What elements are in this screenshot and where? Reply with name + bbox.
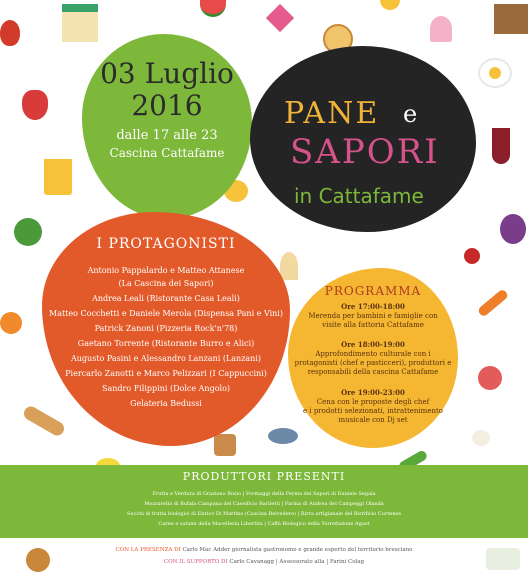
watermelon-icon [200,0,226,17]
wine-glass-icon [492,128,510,164]
program-text: musicale con Dj set [338,416,408,424]
title-conjunction: e [403,100,418,128]
program-time: Ore 17:00-18:00 [341,302,405,311]
sun-icon [380,0,400,10]
program-text: Merenda per bambini e famiglie con [308,312,438,320]
title-word-pane: PANE [284,96,380,131]
cupcake-icon [430,16,452,42]
footer-presence [30,547,498,553]
protagonist-line: Andrea Leali (Ristorante Casa Leali) [92,294,240,303]
event-date-year: 2016 [131,89,203,122]
event-date-day: 03 Luglio [100,57,234,90]
protagonist-line: Piercarlo Zanotti e Marco Pelizzari (I Cappuccini) [65,369,267,378]
protagonists-heading: I PROTAGONISTI [96,236,236,252]
protagonist-line: Augusto Pasini e Alessandro Lanzani (Lanzani) [70,354,262,363]
cart-icon [494,4,528,34]
beer-mug-icon [44,152,72,195]
program-text: Cena con le proposte degli chef [316,398,430,406]
program-text: protagonisti (chef e pasticceri), produttori e [294,359,452,367]
footer-support-label: CON IL SUPPORTO DI [163,559,228,565]
producer-line: Succhi di frutta biologici di Enrico Di Martino (Cascina Belvedere) | Birra artigianale del Birrificio Curtense [126,511,402,517]
event-place: Cascina Cattafame [109,146,225,160]
garlic-icon [472,430,490,446]
program-time: Ore 18:00-19:00 [341,340,405,349]
pinwheel-icon [266,4,294,32]
title-subtitle: in Cattafame [294,184,424,208]
orange-icon [0,312,22,334]
program-text: Approfondimento culturale con i [315,350,431,358]
grapes-icon [500,214,526,244]
producer-line: Carne e salumi della Macelleria Libertini | Caffè Biologico della Torrefazione Agust [158,521,370,527]
producers-heading: PRODUTTORI PRESENTI [182,470,346,483]
program-time: Ore 19:00-23:00 [341,388,405,397]
carrot-icon [477,288,509,318]
producer-line: Frutta e Verdura di Graziano Bosio | Formaggi della Ferma dei Sapori di Daniele Segala [152,491,376,497]
event-date [82,58,252,122]
cherries-icon [464,248,480,264]
fish-icon [268,428,298,444]
lollipop-icon [478,366,502,390]
tree-icon [14,218,42,246]
bread-icon [21,404,66,438]
protagonist-line: (La Cascina dei Sapori) [118,279,214,288]
program-text: visite alla fattoria Cattafame [322,321,424,329]
egg-icon [478,58,512,88]
program-heading: PROGRAMMA [324,284,422,298]
program-text: responsabili della cascina Cattafame [307,368,439,376]
strawberry-icon [22,90,48,120]
producer-line: Mozzarella di Bufala Campana del Caseificio Bariletti | Farina di Andrea dei Campeggi Olanda [144,501,384,507]
apple-icon [0,20,20,46]
footer-presence-label: CON LA PRESENZA DI [115,547,181,553]
title-word-sapori: SAPORI [290,132,440,172]
protagonist-line: Matteo Cocchetti e Daniele Merola (Dispensa Pani e Vini) [49,309,283,318]
protagonist-line: Gelateria Bedussi [130,399,202,408]
program-text: e i prodotti selezionati, intrattenimento [302,407,443,415]
footer-support-text: Carlo Cavanagg | Assessorato alla | Farini Colag [229,559,365,565]
protagonist-line: Gaetano Torrente (Ristorante Burro e Alici) [77,339,255,348]
protagonist-line: Antonio Pappalardo e Matteo Attanese [87,266,245,275]
footer-presence-text: Carlo Mac Adder giornalista gastronomo e grande esperto del territorio bresciano [182,547,413,553]
protagonist-line: Sandro Filippini (Dolce Angolo) [101,384,231,393]
event-hours: dalle 17 alle 23 [116,128,218,143]
protagonist-line: Patrick Zanoni (Pizzeria Rock'n'78) [94,324,238,333]
food-stand-icon [62,4,98,42]
cookies-icon [214,434,236,456]
footer-support [30,559,498,565]
